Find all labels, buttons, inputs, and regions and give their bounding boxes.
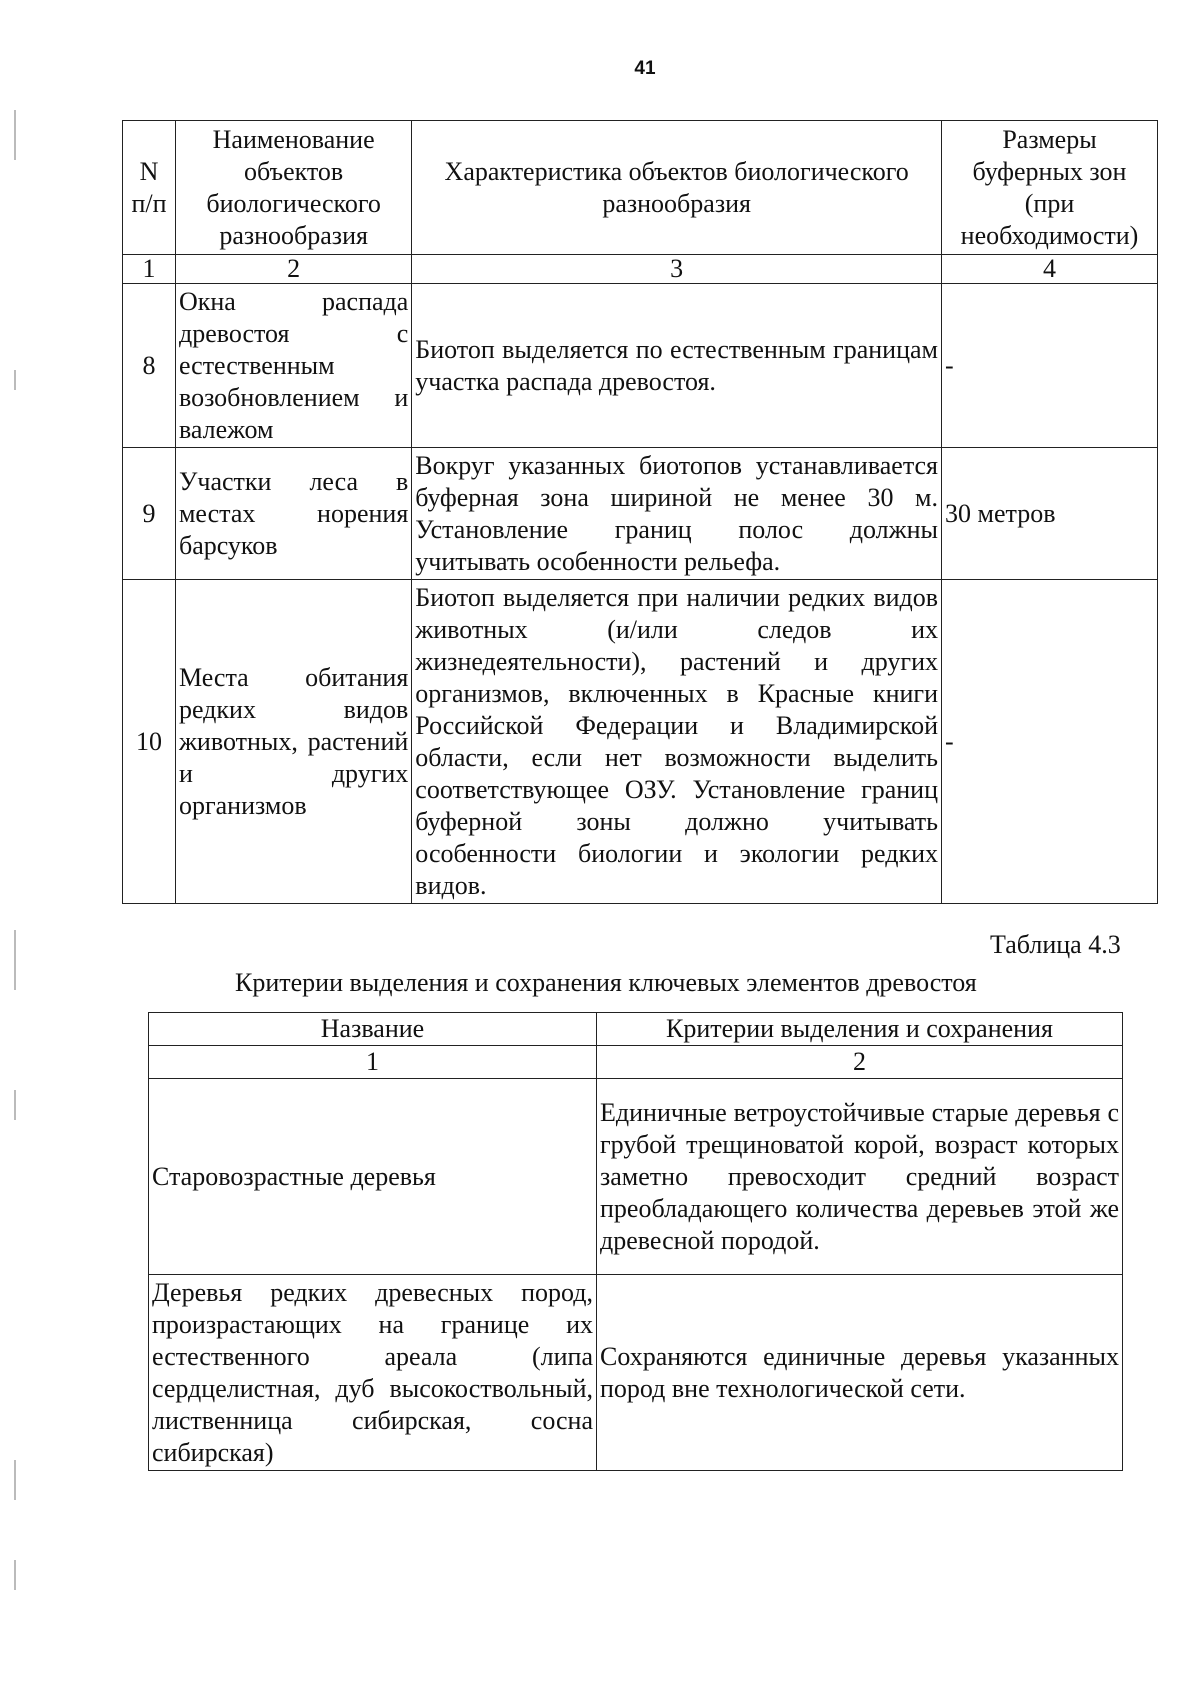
object-name: Участки леса в местах норения барсуков [175, 448, 411, 580]
table-header-row [149, 1013, 1123, 1046]
table-row [149, 1079, 1123, 1275]
table-row [123, 580, 1158, 904]
object-characteristic: Вокруг указанных биотопов устанавливается буферная зона шириной не менее 30 м. Установление границ полос должны учитывать особенности рельефа. [412, 448, 942, 580]
buffer-size: 30 метров [942, 448, 1158, 580]
object-name: Места обитания редких видов животных, растений и других организмов [175, 580, 411, 904]
table-row [149, 1275, 1123, 1471]
header-buffer-size: Размеры буферных зон (при необходимости) [942, 121, 1158, 255]
column-index: 3 [412, 255, 942, 284]
header-name: Название [149, 1013, 597, 1046]
buffer-size: - [942, 580, 1158, 904]
object-characteristic: Биотоп выделяется при наличии редких видов животных (и/или следов их жизнедеятельности), растений и других организмов, включенных в Красные книги Российской Федерации и Владимирской области, если нет возможности выделить соответствующее ОЗУ. Установление границ буферной зоны должно учитывать особенности биологии и экологии редких видов. [412, 580, 942, 904]
element-name: Старовозрастные деревья [149, 1079, 597, 1275]
scan-margin-marks [14, 0, 18, 1708]
object-name: Окна распада древостоя с естественным возобновлением и валежом [175, 284, 411, 448]
row-number: 8 [123, 284, 176, 448]
object-characteristic: Биотоп выделяется по естественным границам участка распада древостоя. [412, 284, 942, 448]
row-number: 10 [123, 580, 176, 904]
table-title: Критерии выделения и сохранения ключевых элементов древостоя [235, 968, 977, 997]
table-row [123, 284, 1158, 448]
column-index-row [123, 255, 1158, 284]
header-object-name: Наименование объектов биологического разнообразия [175, 121, 411, 255]
header-number: N п/п [123, 121, 176, 255]
column-index: 1 [123, 255, 176, 284]
column-index: 1 [149, 1046, 597, 1079]
table-row [123, 448, 1158, 580]
page-number: 41 [634, 58, 656, 79]
biodiversity-objects-table [122, 120, 1158, 904]
table-label: Таблица 4.3 [990, 930, 1121, 959]
element-criteria: Сохраняются единичные деревья указанных пород вне технологической сети. [597, 1275, 1123, 1471]
column-index: 4 [942, 255, 1158, 284]
column-index: 2 [597, 1046, 1123, 1079]
row-number: 9 [123, 448, 176, 580]
element-criteria: Единичные ветроустойчивые старые деревья с грубой трещиноватой корой, возраст которых заметно превосходит средний возраст преобладающего количества деревьев этой же древесной породой. [597, 1079, 1123, 1275]
header-criteria: Критерии выделения и сохранения [597, 1013, 1123, 1046]
column-index: 2 [175, 255, 411, 284]
buffer-size: - [942, 284, 1158, 448]
element-name: Деревья редких древесных пород, произрастающих на границе их естественного ареала (липа сердцелистная, дуб высокоствольный, лиственница сибирская, сосна сибирская) [149, 1275, 597, 1471]
key-tree-elements-table [148, 1012, 1123, 1471]
header-characteristic: Характеристика объектов биологического разнообразия [412, 121, 942, 255]
table-header-row [123, 121, 1158, 255]
column-index-row [149, 1046, 1123, 1079]
